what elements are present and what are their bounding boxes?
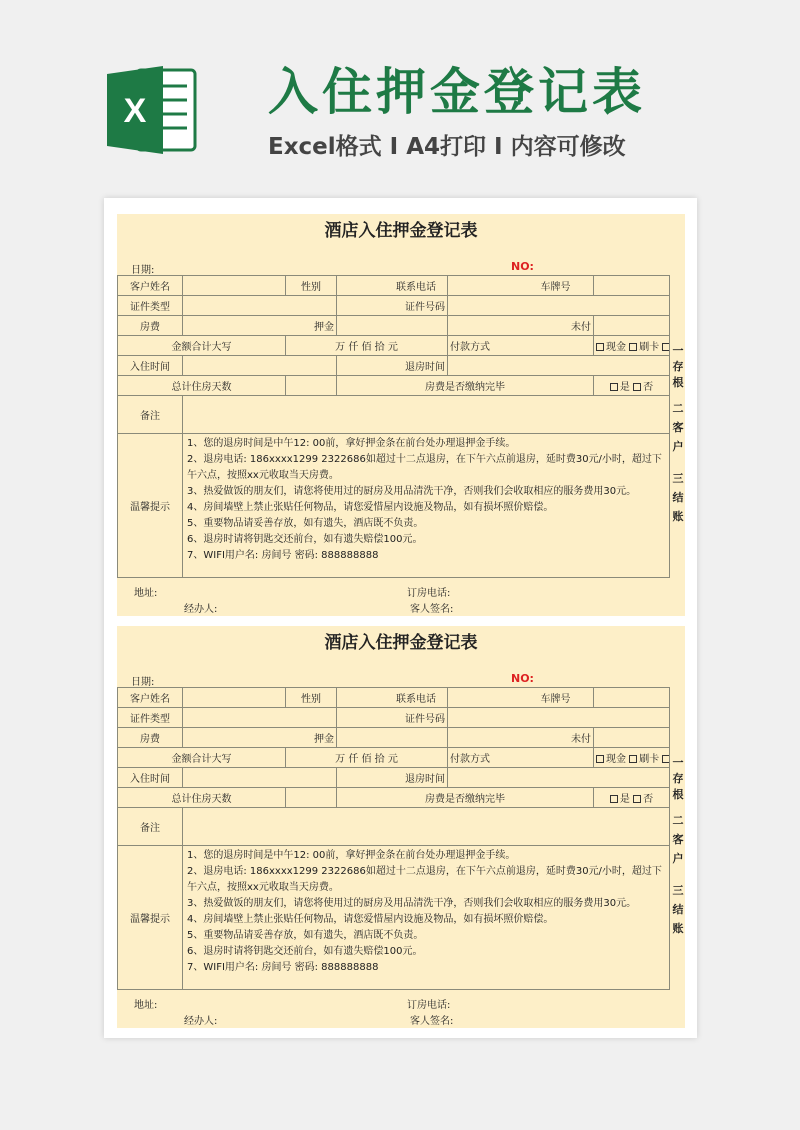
id-type-field[interactable] <box>183 708 337 728</box>
deposit-field[interactable] <box>337 316 448 336</box>
tip-item: 6、退房时请将钥匙交还前台，如有遗失赔偿100元。 <box>187 946 423 957</box>
tip-item: 1、您的退房时间是中午12: 00前，拿好押金条在前台处办理退押金手续。 <box>187 438 516 449</box>
amount-caps-label: 金额合计大写 <box>118 336 286 356</box>
checkin-field[interactable] <box>183 356 337 376</box>
tip-item: 7、WIFI用户名: 房间号 密码: 888888888 <box>187 962 379 973</box>
unpaid-label-cell <box>448 316 594 336</box>
id-number-label: 证件号码 <box>337 708 448 728</box>
fee-paid-no: 否 <box>643 794 654 805</box>
deposit-form-2 <box>117 626 685 1028</box>
table-row <box>118 708 670 728</box>
stub-char: 二 <box>672 402 684 415</box>
stub-char: 账 <box>672 510 684 523</box>
checkbox-cash[interactable] <box>596 343 604 351</box>
stub-char: 三 <box>672 884 684 897</box>
payment-label: 付款方式 <box>448 748 594 768</box>
table-row <box>118 356 670 376</box>
deposit-form-1 <box>117 214 685 616</box>
checkout-label: 退房时间 <box>337 768 448 788</box>
table-row <box>118 788 670 808</box>
table-row <box>118 296 670 316</box>
unpaid-field[interactable] <box>594 728 670 748</box>
unpaid-label: 未付 <box>571 734 591 745</box>
stub-char: 客 <box>672 421 684 434</box>
checkout-field[interactable] <box>448 768 670 788</box>
notes-label: 备注 <box>118 396 183 434</box>
tip-item: 5、重要物品请妥善存放，如有遗失，酒店既不负责。 <box>187 518 424 529</box>
id-number-field[interactable] <box>448 296 670 316</box>
tip-item: 3、热爱做饭的朋友们，请您将使用过的厨房及用品清洗干净，否则我们会收取相应的服务费用30元。 <box>187 898 637 909</box>
id-type-field[interactable] <box>183 296 337 316</box>
plate-field[interactable] <box>594 276 670 296</box>
stub-char: 二 <box>672 814 684 827</box>
table-row <box>118 748 670 768</box>
stub-char: 一 <box>672 756 684 769</box>
deposit-label-cell <box>183 728 337 748</box>
payment-option-card: 刷卡 <box>639 754 660 765</box>
payment-options <box>594 336 670 356</box>
date-label: 日期: <box>131 265 155 276</box>
unpaid-label-cell <box>448 728 594 748</box>
banner-subtitle: Excel格式 I A4打印 I 内容可修改 <box>268 134 626 160</box>
stub-char: 三 <box>672 472 684 485</box>
stub-char: 结 <box>672 903 684 916</box>
tip-item: 2、退房电话: 186xxxx1299 2322686如超过十二点退房，在下午六点前退房，延时费30元/小时，超过下午六点，按照xx元收取当天房费。 <box>187 454 662 481</box>
plate-label-cell <box>448 688 594 708</box>
unpaid-field[interactable] <box>594 316 670 336</box>
tip-item: 1、您的退房时间是中午12: 00前，拿好押金条在前台处办理退押金手续。 <box>187 850 516 861</box>
stub-char: 户 <box>672 852 684 865</box>
table-row <box>118 768 670 788</box>
table-row <box>118 808 670 846</box>
total-days-field[interactable] <box>286 376 337 396</box>
fee-paid-no: 否 <box>643 382 654 393</box>
checkbox-yes[interactable] <box>610 383 618 391</box>
stub-labels <box>671 626 685 1028</box>
phone-label-cell <box>337 688 448 708</box>
address-label: 地址: <box>134 1000 158 1011</box>
checkout-label: 退房时间 <box>337 356 448 376</box>
payment-options <box>594 748 670 768</box>
form-title: 酒店入住押金登记表 <box>324 221 478 241</box>
deposit-field[interactable] <box>337 728 448 748</box>
tip-item: 3、热爱做饭的朋友们，请您将使用过的厨房及用品清洗干净，否则我们会收取相应的服务费用30元。 <box>187 486 637 497</box>
total-days-field[interactable] <box>286 788 337 808</box>
booking-phone-label: 订房电话: <box>407 588 451 599</box>
guest-name-field[interactable] <box>183 276 286 296</box>
banner-title: 入住押金登记表 <box>268 63 646 121</box>
checkin-field[interactable] <box>183 768 337 788</box>
stub-char: 存 <box>672 360 684 373</box>
stub-char: 账 <box>672 922 684 935</box>
total-days-label: 总计住房天数 <box>118 788 286 808</box>
fee-paid-yes: 是 <box>619 382 630 393</box>
fee-paid-label: 房费是否缴纳完毕 <box>337 376 594 396</box>
phone-label: 联系电话 <box>396 694 436 705</box>
unpaid-label: 未付 <box>571 322 591 333</box>
checkout-field[interactable] <box>448 356 670 376</box>
deposit-label-cell <box>183 316 337 336</box>
stub-labels <box>671 214 685 616</box>
table-row <box>118 336 670 356</box>
amount-caps-label: 金额合计大写 <box>118 748 286 768</box>
checkbox-card[interactable] <box>629 343 637 351</box>
form-title: 酒店入住押金登记表 <box>324 633 478 653</box>
table-row <box>118 276 670 296</box>
checkbox-cash[interactable] <box>596 755 604 763</box>
handler-label: 经办人: <box>184 1016 218 1027</box>
table-row <box>118 846 670 990</box>
table-row <box>118 376 670 396</box>
fee-paid-options <box>594 788 670 808</box>
fee-paid-yes: 是 <box>619 794 630 805</box>
notes-label: 备注 <box>118 808 183 846</box>
deposit-table <box>117 275 670 578</box>
checkbox-no[interactable] <box>633 383 641 391</box>
payment-label: 付款方式 <box>448 336 594 356</box>
tip-item: 6、退房时请将钥匙交还前台，如有遗失赔偿100元。 <box>187 534 423 545</box>
checkbox-other[interactable] <box>662 343 669 351</box>
tip-item: 4、房间墙壁上禁止张贴任何物品，请您爱惜屋内设施及物品，如有损坏照价赔偿。 <box>187 914 554 925</box>
notes-field[interactable] <box>183 808 670 846</box>
svg-text:X: X <box>123 92 147 130</box>
stub-char: 存 <box>672 772 684 785</box>
plate-label: 车牌号 <box>540 694 571 705</box>
payment-option-cash: 现金 <box>606 754 626 765</box>
fee-paid-label: 房费是否缴纳完毕 <box>337 788 594 808</box>
checkbox-card[interactable] <box>629 755 637 763</box>
serial-number-label: NO: <box>511 260 534 273</box>
plate-label: 车牌号 <box>540 282 571 293</box>
stub-char: 客 <box>672 833 684 846</box>
plate-label-cell <box>448 276 594 296</box>
payment-option-cash: 现金 <box>606 342 626 353</box>
tips-label: 温馨提示 <box>118 846 183 990</box>
tip-item: 4、房间墙壁上禁止张贴任何物品，请您爱惜屋内设施及物品，如有损坏照价赔偿。 <box>187 502 554 513</box>
tip-item: 7、WIFI用户名: 房间号 密码: 888888888 <box>187 550 379 561</box>
tips-list <box>183 846 670 990</box>
fee-paid-options <box>594 376 670 396</box>
table-row <box>118 396 670 434</box>
date-label: 日期: <box>131 677 155 688</box>
amount-units: 万 仟 佰 拾 元 <box>286 748 448 768</box>
deposit-table <box>117 687 670 990</box>
guest-name-label: 客户姓名 <box>118 688 183 708</box>
plate-field[interactable] <box>594 688 670 708</box>
stub-char: 根 <box>672 788 684 801</box>
table-row <box>118 728 670 748</box>
stub-char: 结 <box>672 491 684 504</box>
checkin-label: 入住时间 <box>118 356 183 376</box>
guest-name-label: 客户姓名 <box>118 276 183 296</box>
guest-signature-label: 客人签名: <box>410 1016 454 1027</box>
id-type-label: 证件类型 <box>118 296 183 316</box>
gender-label: 性别 <box>286 276 337 296</box>
room-fee-label: 房费 <box>118 728 183 748</box>
id-number-label: 证件号码 <box>337 296 448 316</box>
tips-list <box>183 434 670 578</box>
phone-label-cell <box>337 276 448 296</box>
stub-char: 一 <box>672 344 684 357</box>
deposit-label: 押金 <box>314 322 334 333</box>
checkbox-other[interactable] <box>662 755 669 763</box>
gender-label: 性别 <box>286 688 337 708</box>
checkbox-no[interactable] <box>633 795 641 803</box>
serial-number-label: NO: <box>511 672 534 685</box>
id-type-label: 证件类型 <box>118 708 183 728</box>
tip-item: 5、重要物品请妥善存放，如有遗失，酒店既不负责。 <box>187 930 424 941</box>
amount-units: 万 仟 佰 拾 元 <box>286 336 448 356</box>
total-days-label: 总计住房天数 <box>118 376 286 396</box>
excel-icon <box>103 60 203 160</box>
guest-signature-label: 客人签名: <box>410 604 454 615</box>
id-number-field[interactable] <box>448 708 670 728</box>
checkin-label: 入住时间 <box>118 768 183 788</box>
table-row <box>118 434 670 578</box>
handler-label: 经办人: <box>184 604 218 615</box>
stub-char: 户 <box>672 440 684 453</box>
tips-label: 温馨提示 <box>118 434 183 578</box>
table-row <box>118 316 670 336</box>
table-row <box>118 688 670 708</box>
tip-item: 2、退房电话: 186xxxx1299 2322686如超过十二点退房，在下午六点前退房，延时费30元/小时，超过下午六点，按照xx元收取当天房费。 <box>187 866 662 893</box>
checkbox-yes[interactable] <box>610 795 618 803</box>
notes-field[interactable] <box>183 396 670 434</box>
room-fee-label: 房费 <box>118 316 183 336</box>
booking-phone-label: 订房电话: <box>407 1000 451 1011</box>
guest-name-field[interactable] <box>183 688 286 708</box>
phone-label: 联系电话 <box>396 282 436 293</box>
payment-option-card: 刷卡 <box>639 342 660 353</box>
deposit-label: 押金 <box>314 734 334 745</box>
address-label: 地址: <box>134 588 158 599</box>
stub-char: 根 <box>672 376 684 389</box>
